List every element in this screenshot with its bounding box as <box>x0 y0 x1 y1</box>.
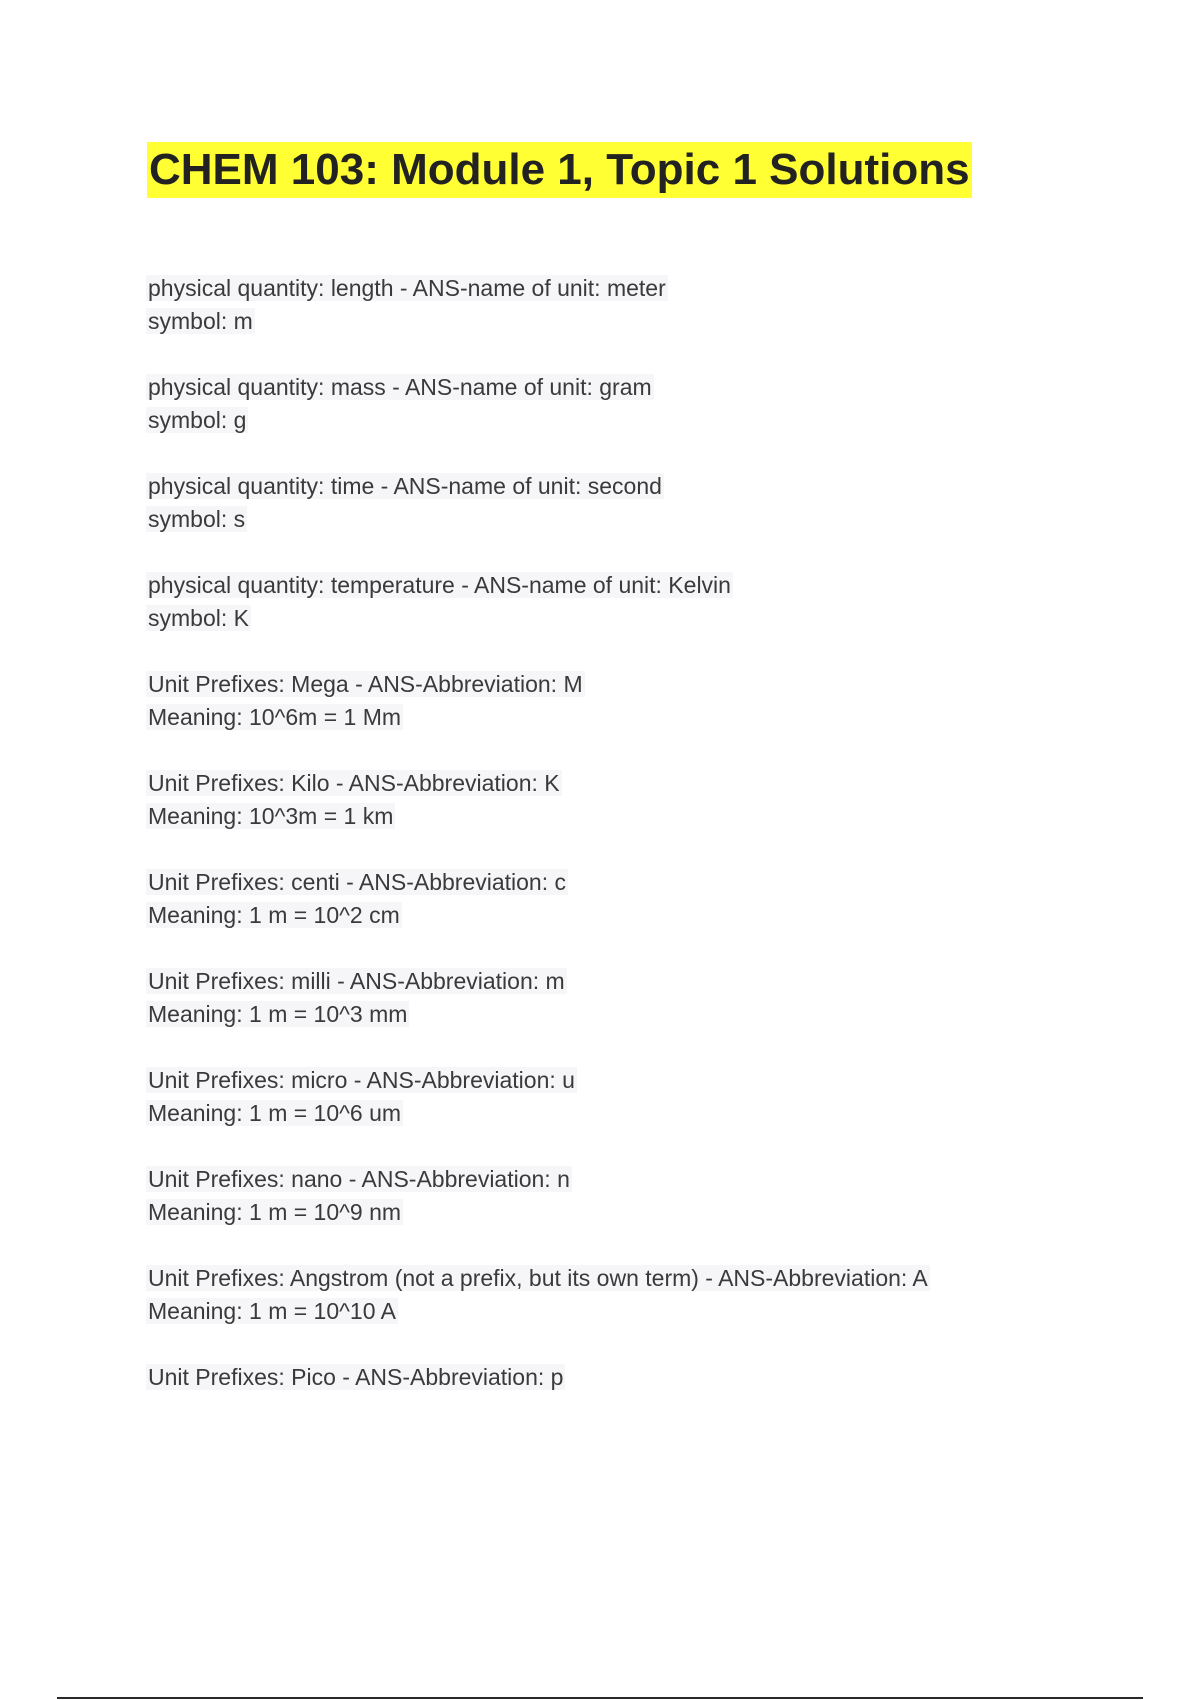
qa-question: Unit Prefixes: Angstrom (not a prefix, but its own term) - ANS-Abbreviation: A <box>148 1265 928 1291</box>
document-title: CHEM 103: Module 1, Topic 1 Solutions <box>147 142 972 198</box>
qa-answer: symbol: K <box>148 605 249 631</box>
qa-item <box>146 866 1046 932</box>
qa-answer: Meaning: 1 m = 10^10 A <box>148 1298 396 1324</box>
qa-question: physical quantity: temperature - ANS-name of unit: Kelvin <box>148 572 731 598</box>
qa-item <box>146 965 1046 1031</box>
qa-item <box>146 470 1046 536</box>
page-bottom-rule <box>57 1697 1143 1699</box>
qa-question: Unit Prefixes: Pico - ANS-Abbreviation: p <box>148 1364 564 1390</box>
qa-item <box>146 1163 1046 1229</box>
qa-answer: Meaning: 10^3m = 1 km <box>148 803 394 829</box>
qa-item <box>146 371 1046 437</box>
qa-item <box>146 1361 1046 1394</box>
qa-question: physical quantity: length - ANS-name of unit: meter <box>148 275 666 301</box>
qa-question: Unit Prefixes: Mega - ANS-Abbreviation: M <box>148 671 583 697</box>
qa-question: Unit Prefixes: nano - ANS-Abbreviation: n <box>148 1166 570 1192</box>
qa-item <box>146 1262 1046 1328</box>
qa-answer: symbol: m <box>148 308 253 334</box>
qa-question: Unit Prefixes: milli - ANS-Abbreviation: m <box>148 968 565 994</box>
qa-question: Unit Prefixes: Kilo - ANS-Abbreviation: K <box>148 770 560 796</box>
qa-question: Unit Prefixes: centi - ANS-Abbreviation: c <box>148 869 566 895</box>
qa-question: physical quantity: time - ANS-name of unit: second <box>148 473 662 499</box>
qa-answer: Meaning: 1 m = 10^6 um <box>148 1100 402 1126</box>
qa-answer: symbol: s <box>148 506 246 532</box>
qa-question: physical quantity: mass - ANS-name of unit: gram <box>148 374 652 400</box>
qa-item <box>146 569 1046 635</box>
qa-item <box>146 668 1046 734</box>
qa-answer: Meaning: 1 m = 10^2 cm <box>148 902 400 928</box>
qa-item <box>146 1064 1046 1130</box>
qa-item <box>146 767 1046 833</box>
qa-answer: symbol: g <box>148 407 247 433</box>
qa-item <box>146 272 1046 338</box>
qa-answer: Meaning: 1 m = 10^3 mm <box>148 1001 408 1027</box>
qa-question: Unit Prefixes: micro - ANS-Abbreviation: u <box>148 1067 575 1093</box>
qa-answer: Meaning: 10^6m = 1 Mm <box>148 704 402 730</box>
qa-list <box>146 272 1046 1427</box>
qa-answer: Meaning: 1 m = 10^9 nm <box>148 1199 402 1225</box>
